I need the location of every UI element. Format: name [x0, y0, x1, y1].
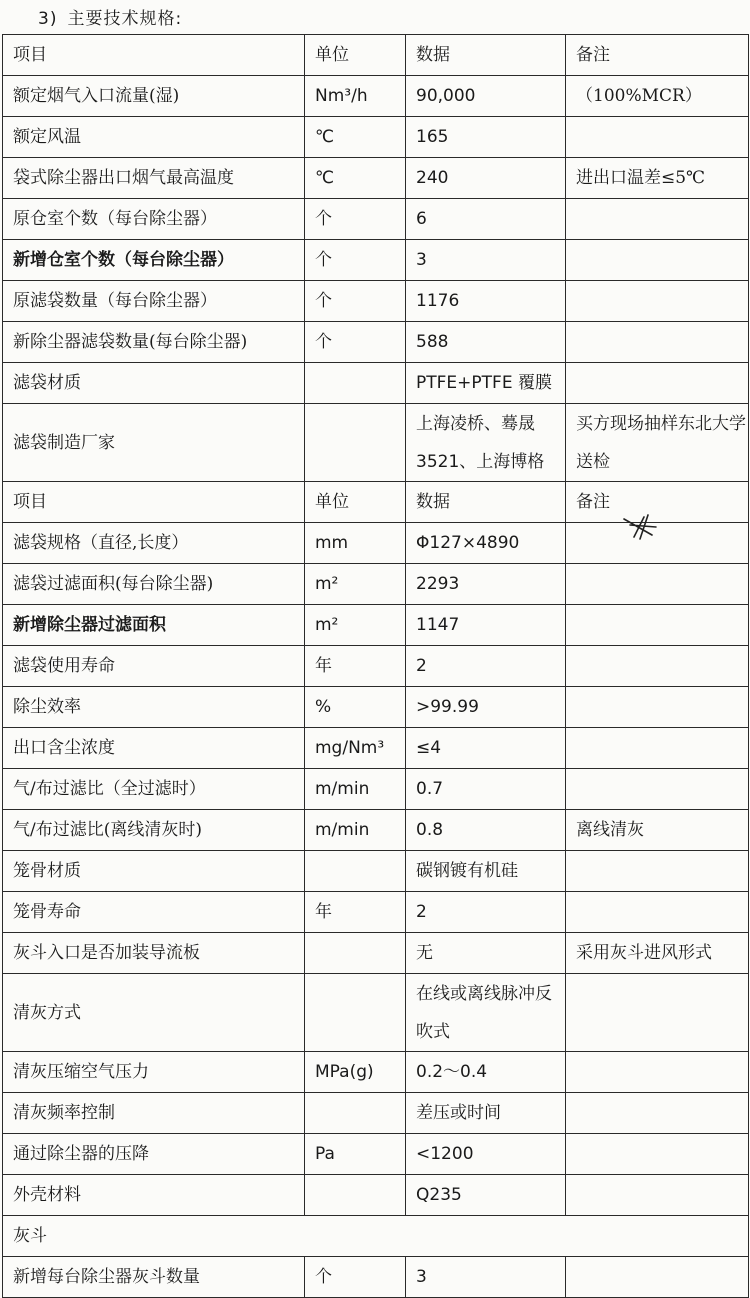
unit-cell: [305, 851, 406, 892]
note-cell: [566, 1093, 749, 1134]
header-unit-cell: 单位: [305, 482, 406, 523]
value-cell: 0.7: [406, 769, 566, 810]
table-row: [3, 1257, 749, 1298]
unit-cell: 年: [305, 646, 406, 687]
note-cell: [566, 769, 749, 810]
item-cell: 新增每台除尘器灰斗数量: [3, 1257, 305, 1298]
unit-cell: 个: [305, 281, 406, 322]
unit-cell: [305, 1175, 406, 1216]
item-cell: 原滤袋数量（每台除尘器）: [3, 281, 305, 322]
item-cell: 滤袋材质: [3, 363, 305, 404]
table-row: [3, 199, 749, 240]
table-row: [3, 1134, 749, 1175]
value-cell: 1147: [406, 605, 566, 646]
section-cell: 灰斗: [3, 1216, 749, 1257]
unit-cell: [305, 974, 406, 1052]
note-cell: [566, 564, 749, 605]
value-cell: >99.99: [406, 687, 566, 728]
note-cell: [566, 322, 749, 363]
note-cell: [566, 1175, 749, 1216]
note-cell: [566, 363, 749, 404]
item-cell: 新增除尘器过滤面积: [3, 605, 305, 646]
note-cell: [566, 1257, 749, 1298]
unit-cell: 个: [305, 240, 406, 281]
table-row: [3, 851, 749, 892]
item-cell: 除尘效率: [3, 687, 305, 728]
unit-cell: mm: [305, 523, 406, 564]
handwritten-star-mark: [622, 513, 658, 541]
table-section-row: [3, 1216, 749, 1257]
table-row: [3, 1093, 749, 1134]
table-row: [3, 363, 749, 404]
unit-cell: mg/Nm³: [305, 728, 406, 769]
unit-cell: MPa(g): [305, 1052, 406, 1093]
header-item-cell: 项目: [3, 35, 305, 76]
note-cell: 离线清灰: [566, 810, 749, 851]
value-cell: 3: [406, 240, 566, 281]
table-header-row: [3, 35, 749, 76]
item-cell: 滤袋使用寿命: [3, 646, 305, 687]
value-cell: 2: [406, 646, 566, 687]
table-row: [3, 933, 749, 974]
value-cell: 碳钢镀有机硅: [406, 851, 566, 892]
item-cell: 额定烟气入口流量(湿): [3, 76, 305, 117]
section-heading: [38, 4, 182, 29]
value-cell: 差压或时间: [406, 1093, 566, 1134]
value-cell: 165: [406, 117, 566, 158]
note-cell: 采用灰斗进风形式: [566, 933, 749, 974]
unit-cell: ℃: [305, 117, 406, 158]
unit-cell: m²: [305, 605, 406, 646]
value-cell: 2293: [406, 564, 566, 605]
unit-cell: [305, 1093, 406, 1134]
unit-cell: Nm³/h: [305, 76, 406, 117]
value-cell: 2: [406, 892, 566, 933]
note-cell: [566, 1134, 749, 1175]
unit-cell: Pa: [305, 1134, 406, 1175]
table-row: [3, 892, 749, 933]
value-cell: 在线或离线脉冲反吹式: [406, 974, 566, 1052]
unit-cell: [305, 933, 406, 974]
header-note-cell: 备注: [566, 35, 749, 76]
unit-cell: m²: [305, 564, 406, 605]
item-cell: 原仓室个数（每台除尘器）: [3, 199, 305, 240]
spec-table: [2, 34, 749, 1298]
table-row: [3, 810, 749, 851]
value-cell: 无: [406, 933, 566, 974]
value-cell: 588: [406, 322, 566, 363]
table-row: [3, 605, 749, 646]
section-title: 主要技术规格:: [67, 9, 183, 29]
note-cell: [566, 605, 749, 646]
item-cell: 外壳材料: [3, 1175, 305, 1216]
table-row: [3, 281, 749, 322]
item-cell: 新除尘器滤袋数量(每台除尘器): [3, 322, 305, 363]
item-cell: 滤袋过滤面积(每台除尘器): [3, 564, 305, 605]
table-row: [3, 687, 749, 728]
table-row: [3, 974, 749, 1052]
item-cell: 滤袋制造厂家: [3, 404, 305, 482]
value-cell: 0.2～0.4: [406, 1052, 566, 1093]
value-cell: 上海凌桥、蓦晟3521、上海博格: [406, 404, 566, 482]
item-cell: 气/布过滤比（全过滤时）: [3, 769, 305, 810]
unit-cell: ℃: [305, 158, 406, 199]
note-cell: [566, 199, 749, 240]
note-cell: [566, 728, 749, 769]
note-cell: [566, 646, 749, 687]
note-cell: [566, 240, 749, 281]
unit-cell: [305, 404, 406, 482]
value-cell: 3: [406, 1257, 566, 1298]
note-cell: [566, 1052, 749, 1093]
value-cell: 6: [406, 199, 566, 240]
header-value-cell: 数据: [406, 482, 566, 523]
table-row: [3, 564, 749, 605]
header-item-cell: 项目: [3, 482, 305, 523]
table-row: [3, 404, 749, 482]
item-cell: 袋式除尘器出口烟气最高温度: [3, 158, 305, 199]
unit-cell: m/min: [305, 769, 406, 810]
unit-cell: 个: [305, 322, 406, 363]
note-cell: [566, 117, 749, 158]
table-row: [3, 728, 749, 769]
note-cell: 买方现场抽样东北大学送检: [566, 404, 749, 482]
value-cell: <1200: [406, 1134, 566, 1175]
unit-cell: 年: [305, 892, 406, 933]
table-row: [3, 1175, 749, 1216]
value-cell: 1176: [406, 281, 566, 322]
item-cell: 清灰频率控制: [3, 1093, 305, 1134]
unit-cell: m/min: [305, 810, 406, 851]
item-cell: 清灰方式: [3, 974, 305, 1052]
note-cell: [566, 281, 749, 322]
value-cell: 90,000: [406, 76, 566, 117]
value-cell: 240: [406, 158, 566, 199]
table-row: [3, 240, 749, 281]
item-cell: 笼骨寿命: [3, 892, 305, 933]
value-cell: Φ127×4890: [406, 523, 566, 564]
note-cell: [566, 687, 749, 728]
header-value-cell: 数据: [406, 35, 566, 76]
table-row: [3, 117, 749, 158]
item-cell: 滤袋规格（直径,长度）: [3, 523, 305, 564]
header-unit-cell: 单位: [305, 35, 406, 76]
note-cell: （100%MCR）: [566, 76, 749, 117]
item-cell: 气/布过滤比(离线清灰时): [3, 810, 305, 851]
note-cell: [566, 974, 749, 1052]
item-cell: 通过除尘器的压降: [3, 1134, 305, 1175]
spec-table-body: [3, 35, 749, 1298]
table-row: [3, 76, 749, 117]
unit-cell: 个: [305, 1257, 406, 1298]
header-note-cell: 备注: [566, 482, 749, 523]
value-cell: PTFE+PTFE 覆膜: [406, 363, 566, 404]
note-cell: [566, 892, 749, 933]
value-cell: ≤4: [406, 728, 566, 769]
table-row: [3, 1052, 749, 1093]
item-cell: 新增仓室个数（每台除尘器）: [3, 240, 305, 281]
unit-cell: [305, 363, 406, 404]
value-cell: 0.8: [406, 810, 566, 851]
unit-cell: 个: [305, 199, 406, 240]
item-cell: 额定风温: [3, 117, 305, 158]
table-row: [3, 646, 749, 687]
unit-cell: %: [305, 687, 406, 728]
section-number: 3): [38, 9, 58, 29]
item-cell: 笼骨材质: [3, 851, 305, 892]
note-cell: [566, 851, 749, 892]
item-cell: 清灰压缩空气压力: [3, 1052, 305, 1093]
table-row: [3, 158, 749, 199]
table-row: [3, 322, 749, 363]
note-cell: 进出口温差≤5℃: [566, 158, 749, 199]
item-cell: 出口含尘浓度: [3, 728, 305, 769]
table-row: [3, 769, 749, 810]
value-cell: Q235: [406, 1175, 566, 1216]
item-cell: 灰斗入口是否加装导流板: [3, 933, 305, 974]
